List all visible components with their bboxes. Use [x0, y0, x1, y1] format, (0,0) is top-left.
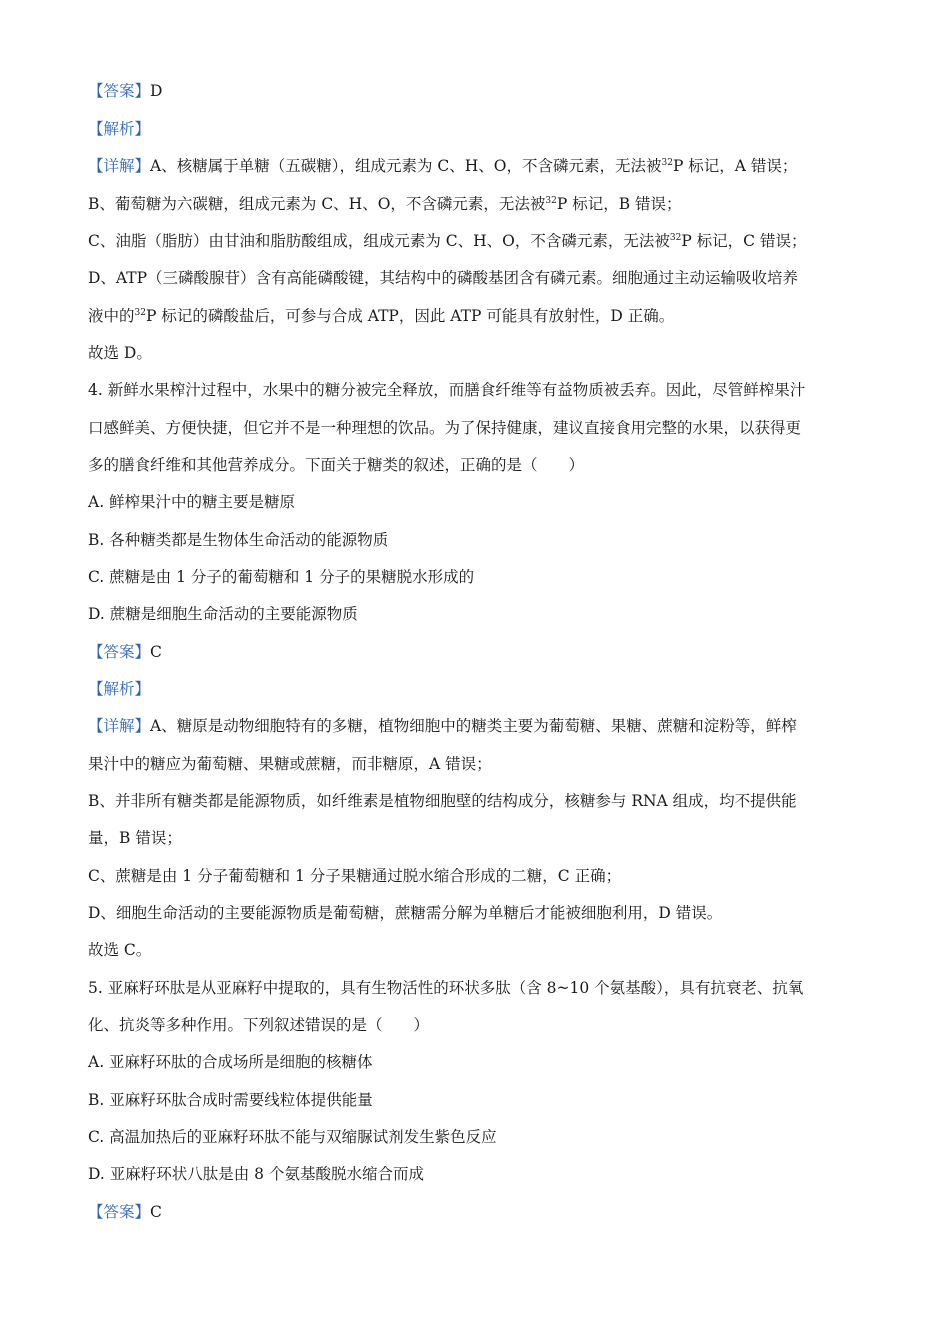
answer-label: 【答案】: [88, 643, 151, 661]
q3-detail-b: B、葡萄糖为六碳糖，组成元素为 C、H、O，不含磷元素，无法被$^{32}$P 标记，B 错误；: [88, 195, 682, 213]
q4-detail-c: C、蔗糖是由 1 分子葡萄糖和 1 分子果糖通过脱水缩合形成的二糖，C 正确；: [88, 867, 622, 885]
q4-stem-line3: 多的膳食纤维和其他营养成分。下面关于糖类的叙述，正确的是（ ）: [88, 456, 585, 474]
q3-conclusion: 故选 D。: [88, 344, 152, 362]
q4-detail-a-line1: 【详解】A、糖原是动物细胞特有的多糖，植物细胞中的糖类主要为葡萄糖、果糖、蔗糖和淀粉等，鲜榨: [88, 717, 797, 735]
q4-option-d: D. 蔗糖是细胞生命活动的主要能源物质: [88, 605, 358, 623]
q4-option-c: C. 蔗糖是由 1 分子的葡萄糖和 1 分子的果糖脱水形成的: [88, 568, 475, 586]
answer-value: D: [150, 82, 163, 100]
analysis-label: 【解析】: [88, 680, 151, 698]
q5-option-b: B. 亚麻籽环肽合成时需要线粒体提供能量: [88, 1091, 373, 1109]
superscript: 32: [661, 158, 673, 168]
q4-detail-d: D、细胞生命活动的主要能源物质是葡萄糖，蔗糖需分解为单糖后才能被细胞利用，D 错误。: [88, 904, 723, 922]
detail-label: 【详解】: [88, 717, 151, 735]
q5-option-a: A. 亚麻籽环肽的合成场所是细胞的核糖体: [88, 1053, 373, 1071]
q3-analysis-heading: [88, 119, 150, 139]
q3-detail-c: C、油脂（脂肪）由甘油和脂肪酸组成，组成元素为 C、H、O，不含磷元素，无法被$^{32}$P 标记，C 错误；: [88, 232, 807, 250]
q5-stem-line2: 化、抗炎等多种作用。下列叙述错误的是（ ）: [88, 1016, 430, 1034]
q3-answer: [88, 81, 162, 101]
q3-detail-d-line2: 液中的$^{32}$P 标记的磷酸盐后，可参与合成 ATP，因此 ATP 可能具有放射性，D 正确。: [88, 307, 675, 325]
q4-option-a: A. 鲜榨果汁中的糖主要是糖原: [88, 493, 296, 511]
q5-answer: [88, 1202, 162, 1222]
superscript: 32: [545, 196, 557, 206]
answer-value: C: [150, 643, 162, 661]
q4-analysis-heading: [88, 679, 150, 699]
q4-option-b: B. 各种糖类都是生物体生命活动的能源物质: [88, 531, 389, 549]
answer-value: C: [150, 1203, 162, 1221]
q4-detail-b-line1: B、并非所有糖类都是能源物质，如纤维素是植物细胞壁的结构成分，核糖参与 RNA 组成，均不提供能: [88, 792, 797, 810]
answer-label: 【答案】: [88, 82, 151, 100]
q4-answer: [88, 642, 162, 662]
superscript: 32: [669, 233, 682, 243]
answer-label: 【答案】: [88, 1203, 151, 1221]
q4-stem-line1: 4. 新鲜水果榨汁过程中，水果中的糖分被完全释放，而膳食纤维等有益物质被丢弃。因此，尽管鲜榨果汁: [88, 381, 806, 399]
q5-stem-line1: 5. 亚麻籽环肽是从亚麻籽中提取的，具有生物活性的环状多肽（含 8~10 个氨基酸），具有抗衰老、抗氧: [88, 979, 804, 997]
q4-conclusion: 故选 C。: [88, 941, 152, 959]
q4-detail-b-line2: 量，B 错误；: [88, 829, 182, 847]
q3-detail-a: 【详解】A、核糖属于单糖（五碳糖），组成元素为 C、H、O，不含磷元素，无法被$^{32}$P 标记，A 错误；: [88, 157, 798, 175]
q4-stem-line2: 口感鲜美、方便快捷，但它并不是一种理想的饮品。为了保持健康，建议直接食用完整的水果，以获得更: [88, 419, 802, 437]
detail-label: 【详解】: [88, 157, 151, 175]
q5-option-c: C. 高温加热后的亚麻籽环肽不能与双缩脲试剂发生紫色反应: [88, 1128, 497, 1146]
q5-option-d: D. 亚麻籽环状八肽是由 8 个氨基酸脱水缩合而成: [88, 1165, 424, 1183]
q4-detail-a-line2: 果汁中的糖应为葡萄糖、果糖或蔗糖，而非糖原，A 错误；: [88, 755, 492, 773]
analysis-label: 【解析】: [88, 120, 151, 138]
superscript: 32: [134, 308, 146, 318]
q3-detail-d-line1: D、ATP（三磷酸腺苷）含有高能磷酸键，其结构中的磷酸基团含有磷元素。细胞通过主动运输吸收培养: [88, 269, 799, 287]
